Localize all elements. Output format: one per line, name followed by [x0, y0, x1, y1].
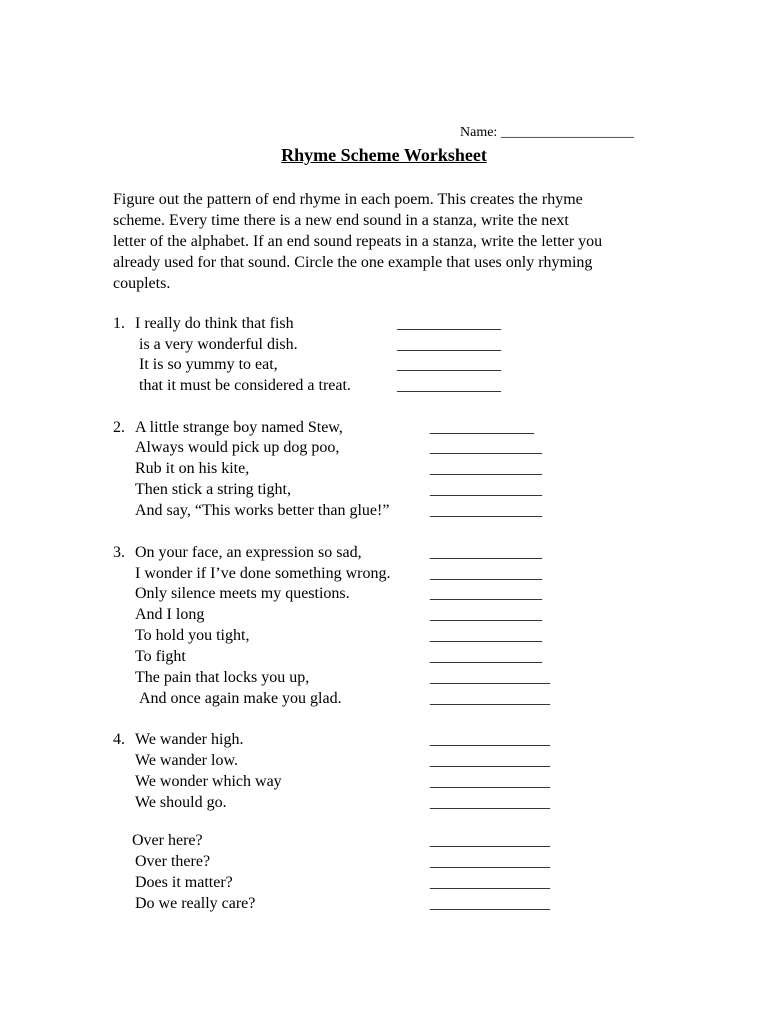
- poem-line: And I long: [135, 606, 205, 623]
- poem-line: Over there?: [135, 853, 211, 870]
- poem-number: 4.: [113, 731, 125, 748]
- instructions-line: already used for that sound. Circle the one example that uses only rhyming: [113, 254, 593, 271]
- rhyme-answer-blank[interactable]: ______________: [430, 502, 542, 519]
- rhyme-answer-blank[interactable]: _______________: [430, 874, 550, 891]
- rhyme-answer-blank[interactable]: ______________: [430, 648, 542, 665]
- instructions-line: letter of the alphabet. If an end sound repeats in a stanza, write the letter you: [113, 233, 603, 250]
- rhyme-answer-blank[interactable]: _______________: [430, 731, 550, 748]
- rhyme-answer-blank[interactable]: _______________: [430, 690, 550, 707]
- rhyme-answer-blank[interactable]: ______________: [430, 544, 542, 561]
- rhyme-answer-blank[interactable]: _______________: [430, 895, 550, 912]
- rhyme-answer-blank[interactable]: _____________: [397, 356, 501, 373]
- poem-line: Always would pick up dog poo,: [135, 439, 340, 456]
- poem-line: Does it matter?: [135, 874, 233, 891]
- poem-line: is a very wonderful dish.: [139, 336, 298, 353]
- poem-line: that it must be considered a treat.: [139, 377, 351, 394]
- poem-line: The pain that locks you up,: [135, 669, 310, 686]
- poem-line: I wonder if I’ve done something wrong.: [135, 565, 391, 582]
- instructions-line: couplets.: [113, 275, 171, 292]
- rhyme-answer-blank[interactable]: ______________: [430, 460, 542, 477]
- instructions-line: Figure out the pattern of end rhyme in each poem. This creates the rhyme: [113, 191, 583, 208]
- poem-line: On your face, an expression so sad,: [135, 544, 362, 561]
- rhyme-answer-blank[interactable]: _____________: [397, 377, 501, 394]
- rhyme-answer-blank[interactable]: _______________: [430, 669, 550, 686]
- rhyme-answer-blank[interactable]: ______________: [430, 481, 542, 498]
- poem-line: We wander low.: [135, 752, 238, 769]
- instructions-line: scheme. Every time there is a new end sound in a stanza, write the next: [113, 212, 569, 229]
- rhyme-answer-blank[interactable]: ______________: [430, 585, 542, 602]
- poem-line: To hold you tight,: [135, 627, 250, 644]
- poem-number: 2.: [113, 419, 125, 436]
- poem-line: A little strange boy named Stew,: [135, 419, 343, 436]
- poem-line: We should go.: [135, 794, 227, 811]
- name-field-label: Name: ___________________: [460, 125, 634, 140]
- rhyme-answer-blank[interactable]: _____________: [397, 336, 501, 353]
- rhyme-answer-blank[interactable]: ______________: [430, 627, 542, 644]
- rhyme-answer-blank[interactable]: _____________: [430, 419, 534, 436]
- rhyme-answer-blank[interactable]: _______________: [430, 853, 550, 870]
- rhyme-answer-blank[interactable]: _______________: [430, 752, 550, 769]
- rhyme-answer-blank[interactable]: ______________: [430, 439, 542, 456]
- worksheet-title: Rhyme Scheme Worksheet: [281, 145, 487, 165]
- instructions-paragraph: [113, 189, 643, 294]
- poem-line: It is so yummy to eat,: [139, 356, 278, 373]
- rhyme-answer-blank[interactable]: _______________: [430, 773, 550, 790]
- poem-line: We wonder which way: [135, 773, 282, 790]
- rhyme-answer-blank[interactable]: _______________: [430, 794, 550, 811]
- poem-number: 1.: [113, 315, 125, 332]
- poem-number: 3.: [113, 544, 125, 561]
- poem-line: Rub it on his kite,: [135, 460, 250, 477]
- poem-line: And once again make you glad.: [139, 690, 342, 707]
- poem-line: Then stick a string tight,: [135, 481, 291, 498]
- poem-line: I really do think that fish: [135, 315, 294, 332]
- poem-line: Do we really care?: [135, 895, 256, 912]
- rhyme-answer-blank[interactable]: _______________: [430, 832, 550, 849]
- poem-line: Only silence meets my questions.: [135, 585, 350, 602]
- rhyme-answer-blank[interactable]: ______________: [430, 606, 542, 623]
- poem-line: Over here?: [132, 832, 203, 849]
- poem-line: We wander high.: [135, 731, 244, 748]
- rhyme-answer-blank[interactable]: ______________: [430, 565, 542, 582]
- poem-line: And say, “This works better than glue!”: [135, 502, 390, 519]
- rhyme-answer-blank[interactable]: _____________: [397, 315, 501, 332]
- poem-line: To fight: [135, 648, 186, 665]
